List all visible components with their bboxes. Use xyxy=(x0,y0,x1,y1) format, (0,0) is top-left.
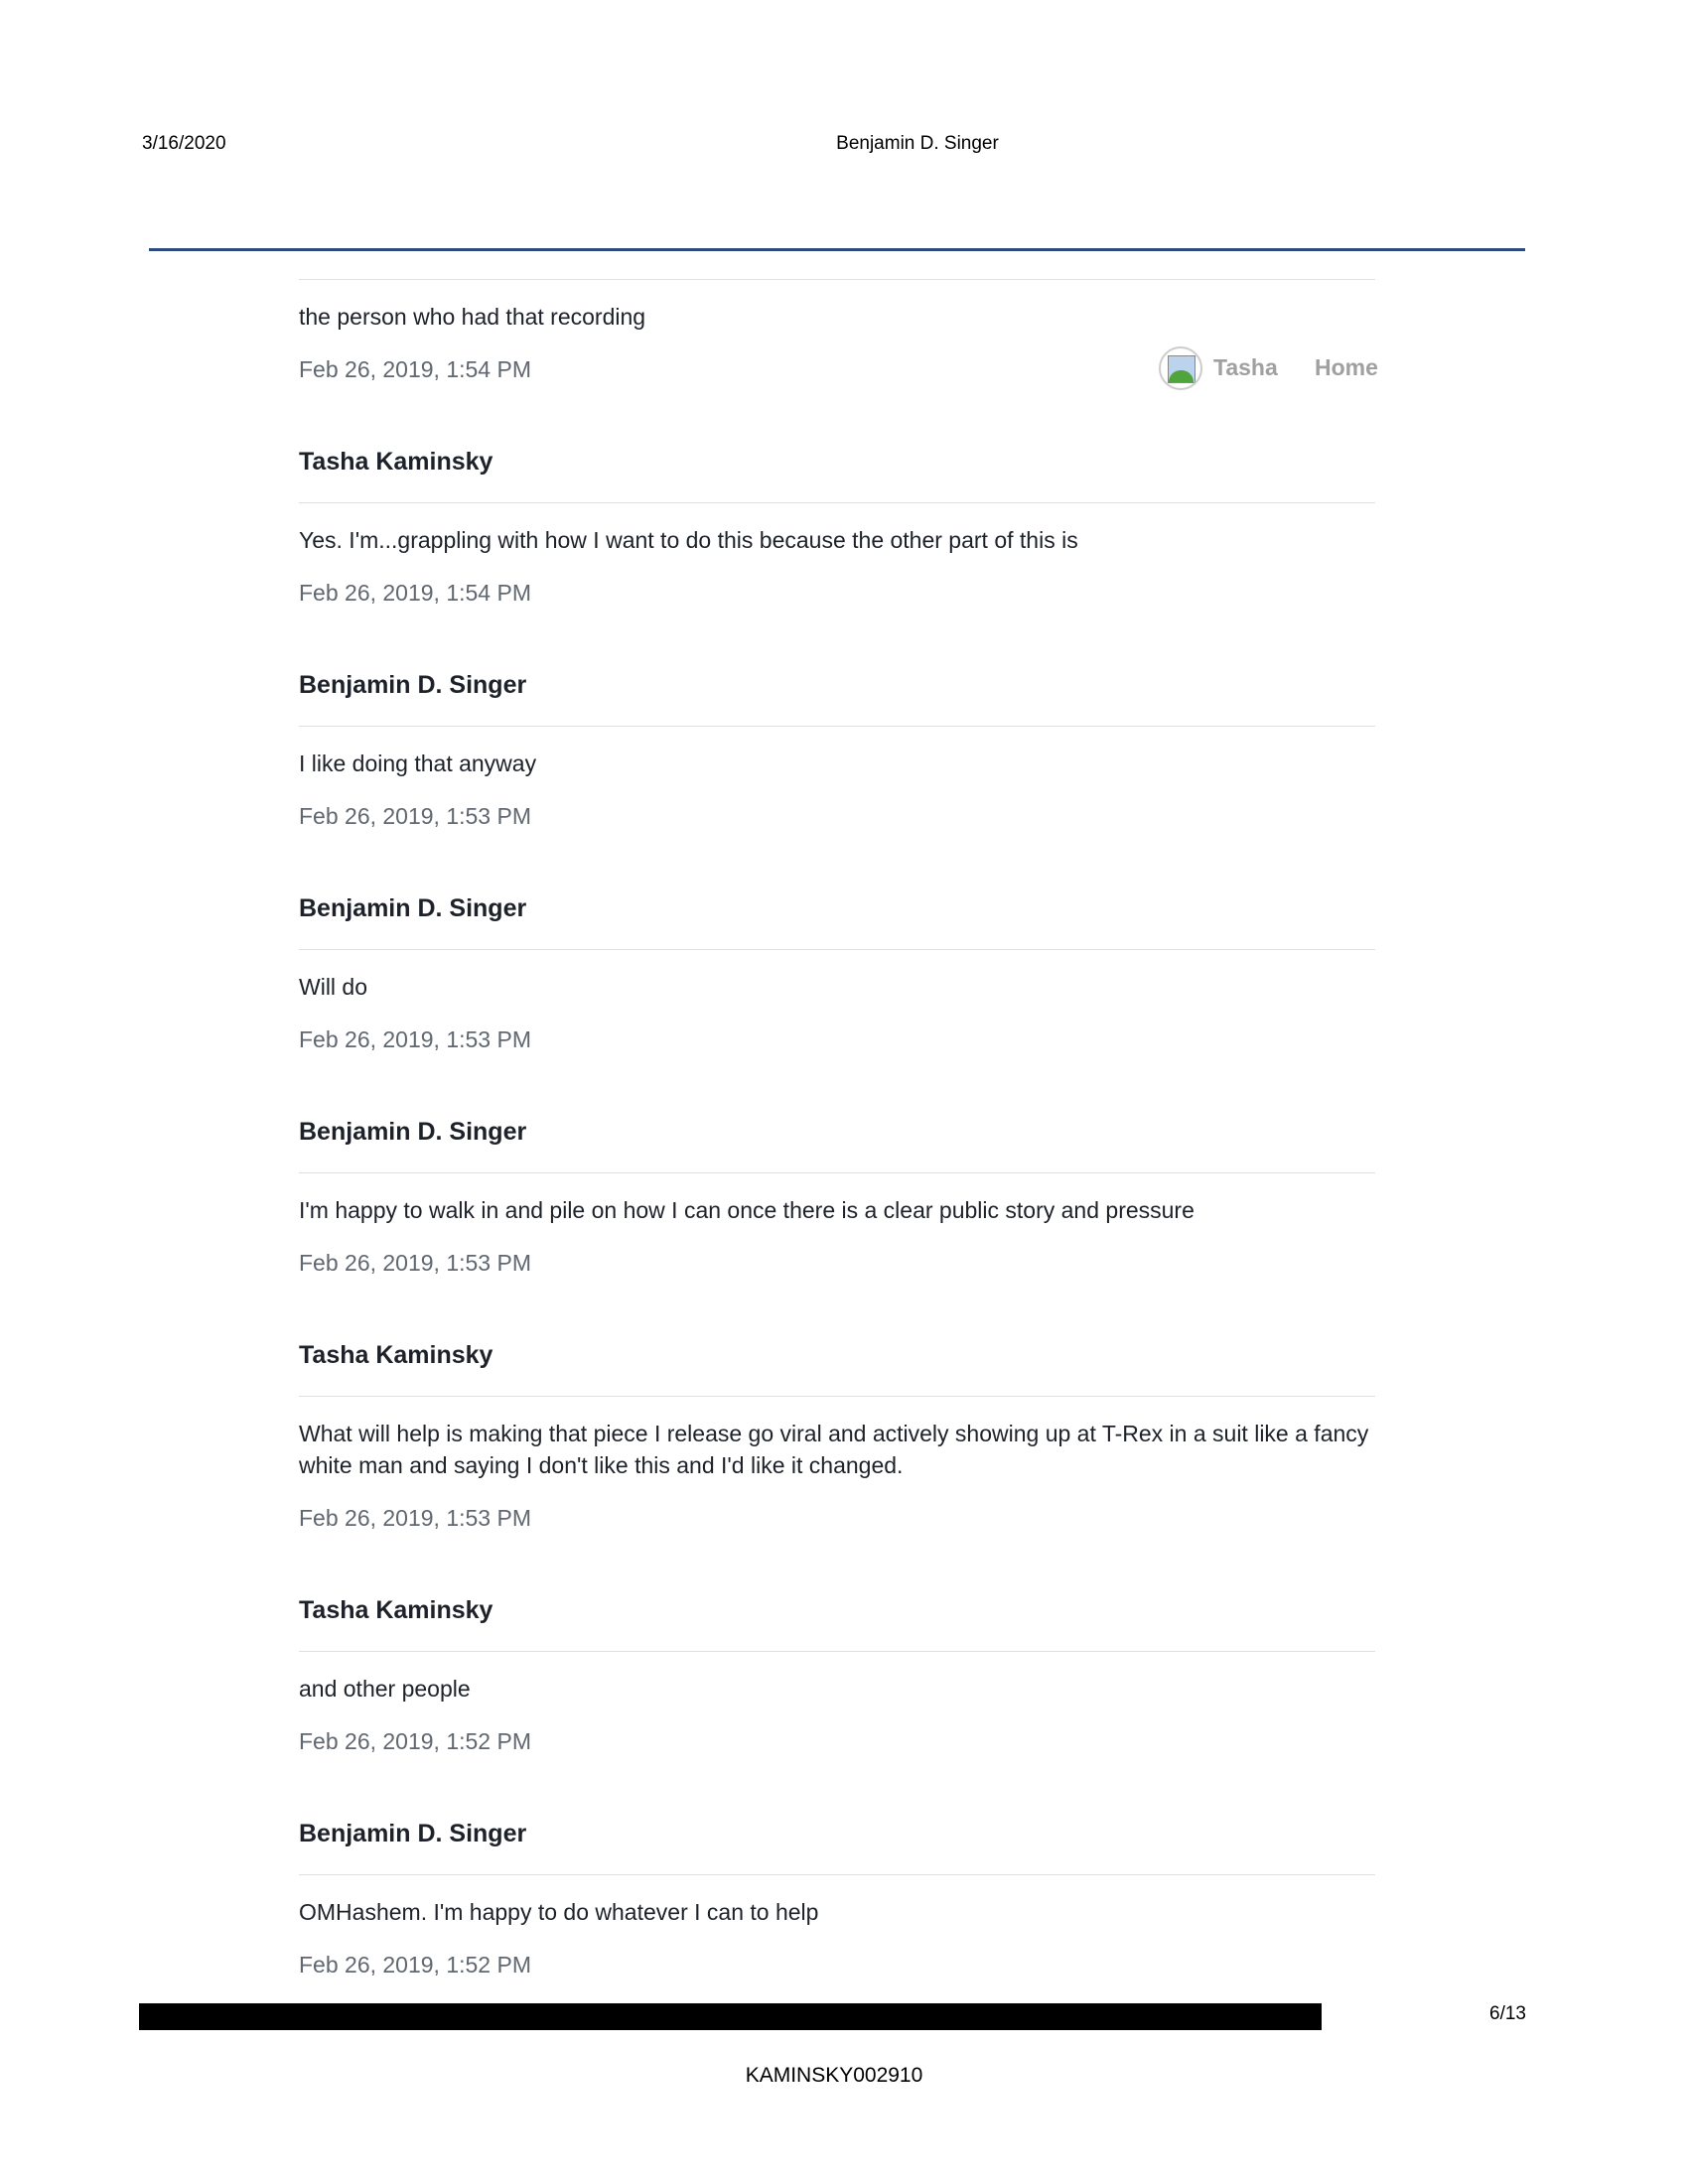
print-date: 3/16/2020 xyxy=(142,133,226,154)
redaction-bar xyxy=(139,2003,1322,2030)
message-text: Yes. I'm...grappling with how I want to do this because the other part of this is xyxy=(299,527,1078,553)
sender-name: Benjamin D. Singer xyxy=(299,671,527,699)
sender-name: Benjamin D. Singer xyxy=(299,1118,527,1146)
message xyxy=(299,447,1375,609)
timestamp: Feb 26, 2019, 1:53 PM xyxy=(299,803,531,829)
message xyxy=(299,1819,1375,1980)
header-divider xyxy=(149,248,1525,251)
page-number: 6/13 xyxy=(1489,2003,1526,2024)
timestamp: Feb 26, 2019, 1:53 PM xyxy=(299,1505,531,1531)
divider xyxy=(299,279,1375,280)
message-list xyxy=(299,223,1375,2042)
broken-image-icon[interactable] xyxy=(1159,346,1202,390)
timestamp: Feb 26, 2019, 1:52 PM xyxy=(299,1728,531,1754)
message-text: Will do xyxy=(299,974,368,1000)
divider xyxy=(299,1651,1375,1652)
message xyxy=(299,670,1375,832)
timestamp: Feb 26, 2019, 1:52 PM xyxy=(299,1952,531,1978)
timestamp: Feb 26, 2019, 1:54 PM xyxy=(299,580,531,606)
message-text: OMHashem. I'm happy to do whatever I can to help xyxy=(299,1899,819,1925)
timestamp: Feb 26, 2019, 1:54 PM xyxy=(299,356,531,382)
timestamp: Feb 26, 2019, 1:53 PM xyxy=(299,1250,531,1276)
message xyxy=(299,1340,1375,1534)
home-link[interactable]: Home xyxy=(1315,354,1378,380)
divider xyxy=(299,726,1375,727)
message-text: the person who had that recording xyxy=(299,304,646,330)
profile-link[interactable]: Tasha xyxy=(1213,354,1278,380)
message xyxy=(299,1117,1375,1279)
divider xyxy=(299,502,1375,503)
bates-number: KAMINSKY002910 xyxy=(745,2064,923,2087)
divider xyxy=(299,1396,1375,1397)
divider xyxy=(299,949,1375,950)
message-text: I'm happy to walk in and pile on how I can once there is a clear public story and pressure xyxy=(299,1197,1195,1223)
sender-name: Tasha Kaminsky xyxy=(299,1596,493,1624)
sender-name: Tasha Kaminsky xyxy=(299,448,493,476)
sender-name: Benjamin D. Singer xyxy=(299,1820,527,1847)
divider xyxy=(299,1172,1375,1173)
timestamp: Feb 26, 2019, 1:53 PM xyxy=(299,1026,531,1052)
message-text: I like doing that anyway xyxy=(299,751,537,776)
divider xyxy=(299,1874,1375,1875)
message-text: and other people xyxy=(299,1676,471,1702)
message-text: What will help is making that piece I release go viral and actively showing up at T-Rex in a suit like a fancy white man and saying I don't like this and I'd like it changed. xyxy=(299,1421,1369,1478)
sender-name: Benjamin D. Singer xyxy=(299,894,527,922)
print-title: Benjamin D. Singer xyxy=(836,133,999,154)
message xyxy=(299,893,1375,1055)
message xyxy=(299,1595,1375,1757)
sender-name: Tasha Kaminsky xyxy=(299,1341,493,1369)
